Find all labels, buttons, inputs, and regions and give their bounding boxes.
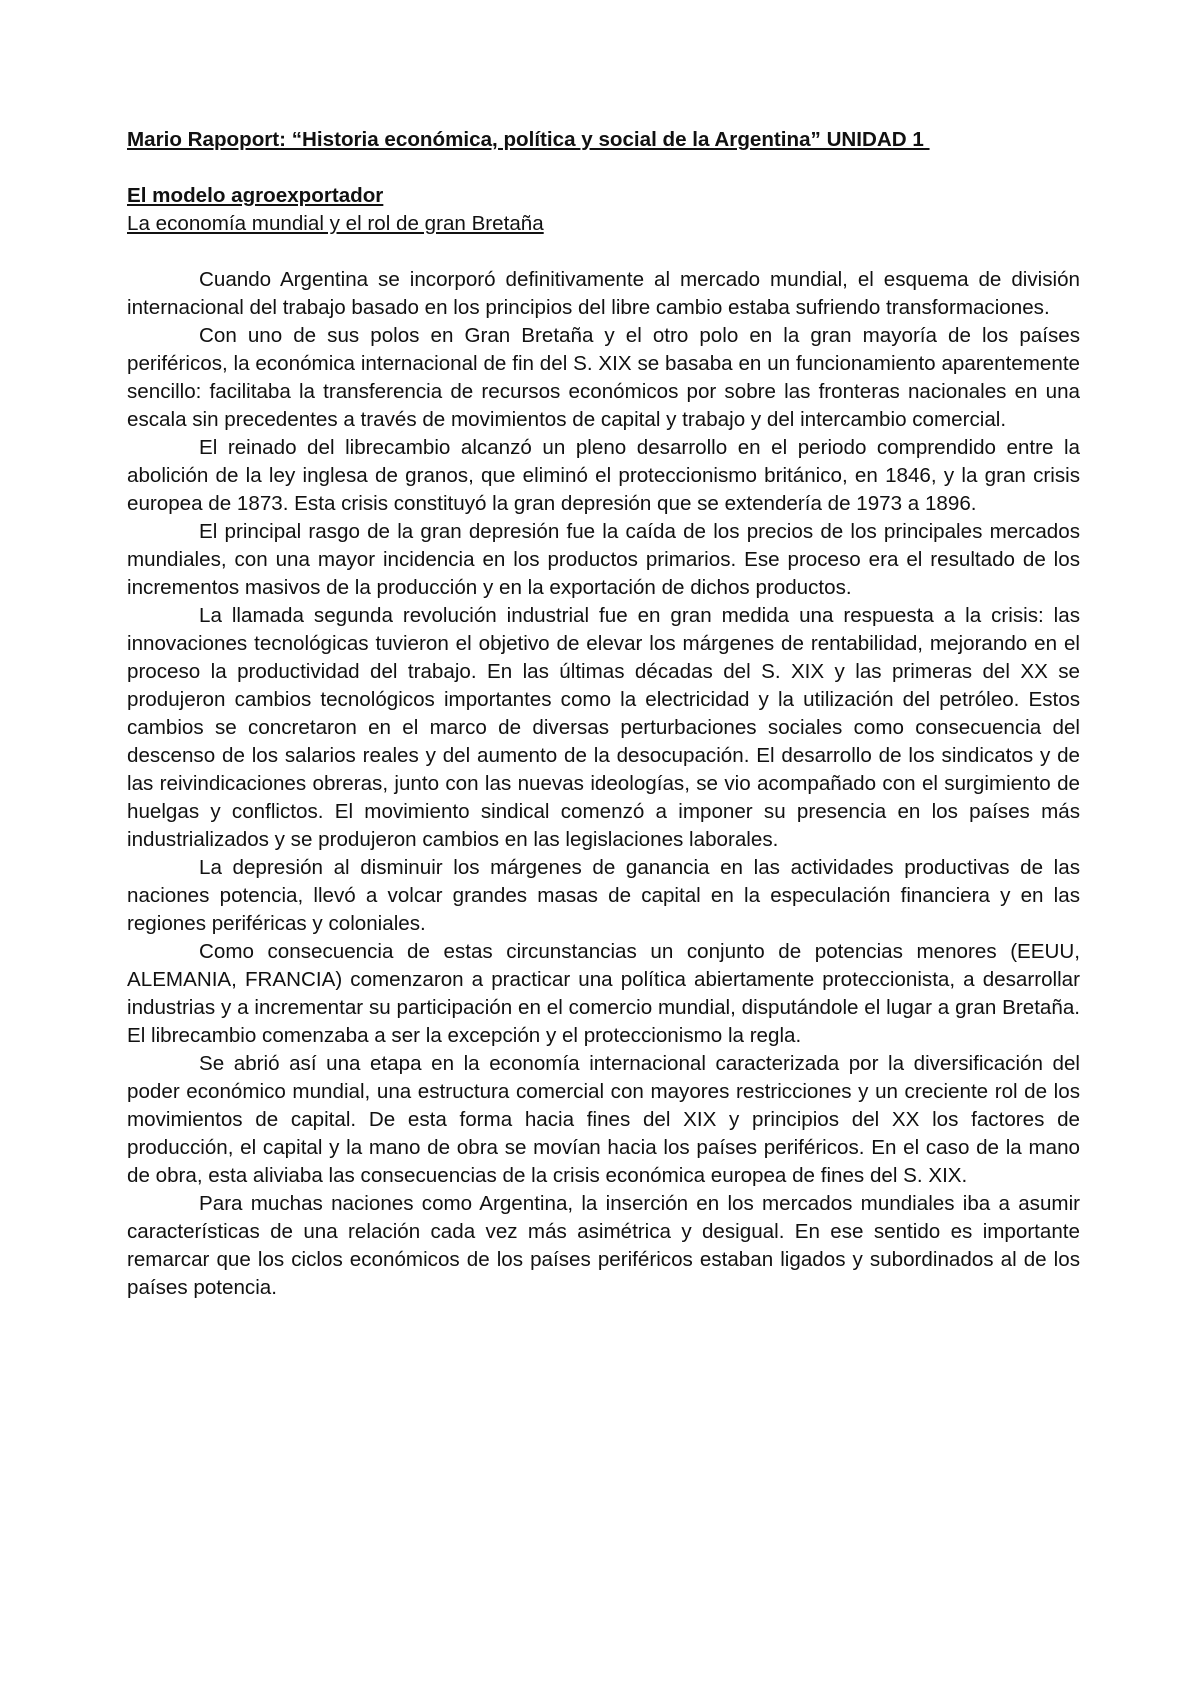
paragraph: Para muchas naciones como Argentina, la inserción en los mercados mundiales iba a asumir características de una relación cada vez más asimétrica y desigual. En ese sentido es importante remarcar que los ciclos económicos de los países periféricos estaban ligados y subordinados al de los países potencia.: [127, 1192, 1080, 1299]
paragraph: Como consecuencia de estas circunstancias un conjunto de potencias menores (EEUU, ALEMANIA, FRANCIA) comenzaron a practicar una política abiertamente proteccionista, a desarrollar industrias y a incrementar su participación en el comercio mundial, disputándole el lugar a gran Bretaña. El librecambio comenzaba a ser la excepción y el proteccionismo la regla.: [127, 940, 1080, 1047]
paragraph: El reinado del librecambio alcanzó un pleno desarrollo en el periodo comprendido entre la abolición de la ley inglesa de granos, que eliminó el proteccionismo británico, en 1846, y la gran crisis europea de 1873. Esta crisis constituyó la gran depresión que se extendería de 1973 a 1896.: [127, 436, 1080, 515]
section-heading: El modelo agroexportador: [127, 184, 384, 207]
paragraph: Con uno de sus polos en Gran Bretaña y el otro polo en la gran mayoría de los países periféricos, la económica internacional de fin del S. XIX se basaba en un funcionamiento aparentemente sencillo: facilitaba la transferencia de recursos económicos por sobre las fronteras nacionales en una escala sin precedentes a través de movimientos de capital y trabajo y del intercambio comercial.: [127, 324, 1080, 431]
spacer: [127, 238, 1080, 266]
paragraph: La llamada segunda revolución industrial fue en gran medida una respuesta a la crisis: las innovaciones tecnológicas tuvieron el objetivo de elevar los márgenes de rentabilidad, mejorando en el proceso la productividad del trabajo. En las últimas décadas del S. XIX y las primeras del XX se produjeron cambios tecnológicos importantes como la electricidad y la utilización del petróleo. Estos cambios se concretaron en el marco de diversas perturbaciones sociales como consecuencia del descenso de los salarios reales y del aumento de la desocupación. El desarrollo de los sindicatos y de las reivindicaciones obreras, junto con las nuevas ideologías, se vio acompañado con el surgimiento de huelgas y conflictos. El movimiento sindical comenzó a imponer su presencia en los países más industrializados y se produjeron cambios en las legislaciones laborales.: [127, 604, 1080, 851]
paragraph: Se abrió así una etapa en la economía internacional caracterizada por la diversificación del poder económico mundial, una estructura comercial con mayores restricciones y un creciente rol de los movimientos de capital. De esta forma hacia fines del XIX y principios del XX los factores de producción, el capital y la mano de obra se movían hacia los países periféricos. En el caso de la mano de obra, esta aliviaba las consecuencias de la crisis económica europea de fines del S. XIX.: [127, 1052, 1080, 1187]
document-body: [127, 126, 1080, 1302]
paragraph: La depresión al disminuir los márgenes de ganancia en las actividades productivas de las naciones potencia, llevó a volcar grandes masas de capital en la especulación financiera y en las regiones periféricas y coloniales.: [127, 856, 1080, 935]
spacer: [127, 154, 1080, 182]
paragraph: Cuando Argentina se incorporó definitivamente al mercado mundial, el esquema de división internacional del trabajo basado en los principios del libre cambio estaba sufriendo transformaciones.: [127, 268, 1080, 319]
section-subheading: La economía mundial y el rol de gran Bretaña: [127, 212, 544, 235]
document-title: Mario Rapoport: “Historia económica, política y social de la Argentina” UNIDAD 1: [127, 128, 930, 151]
paragraph: El principal rasgo de la gran depresión fue la caída de los precios de los principales mercados mundiales, con una mayor incidencia en los productos primarios. Ese proceso era el resultado de los incrementos masivos de la producción y en la exportación de dichos productos.: [127, 520, 1080, 599]
